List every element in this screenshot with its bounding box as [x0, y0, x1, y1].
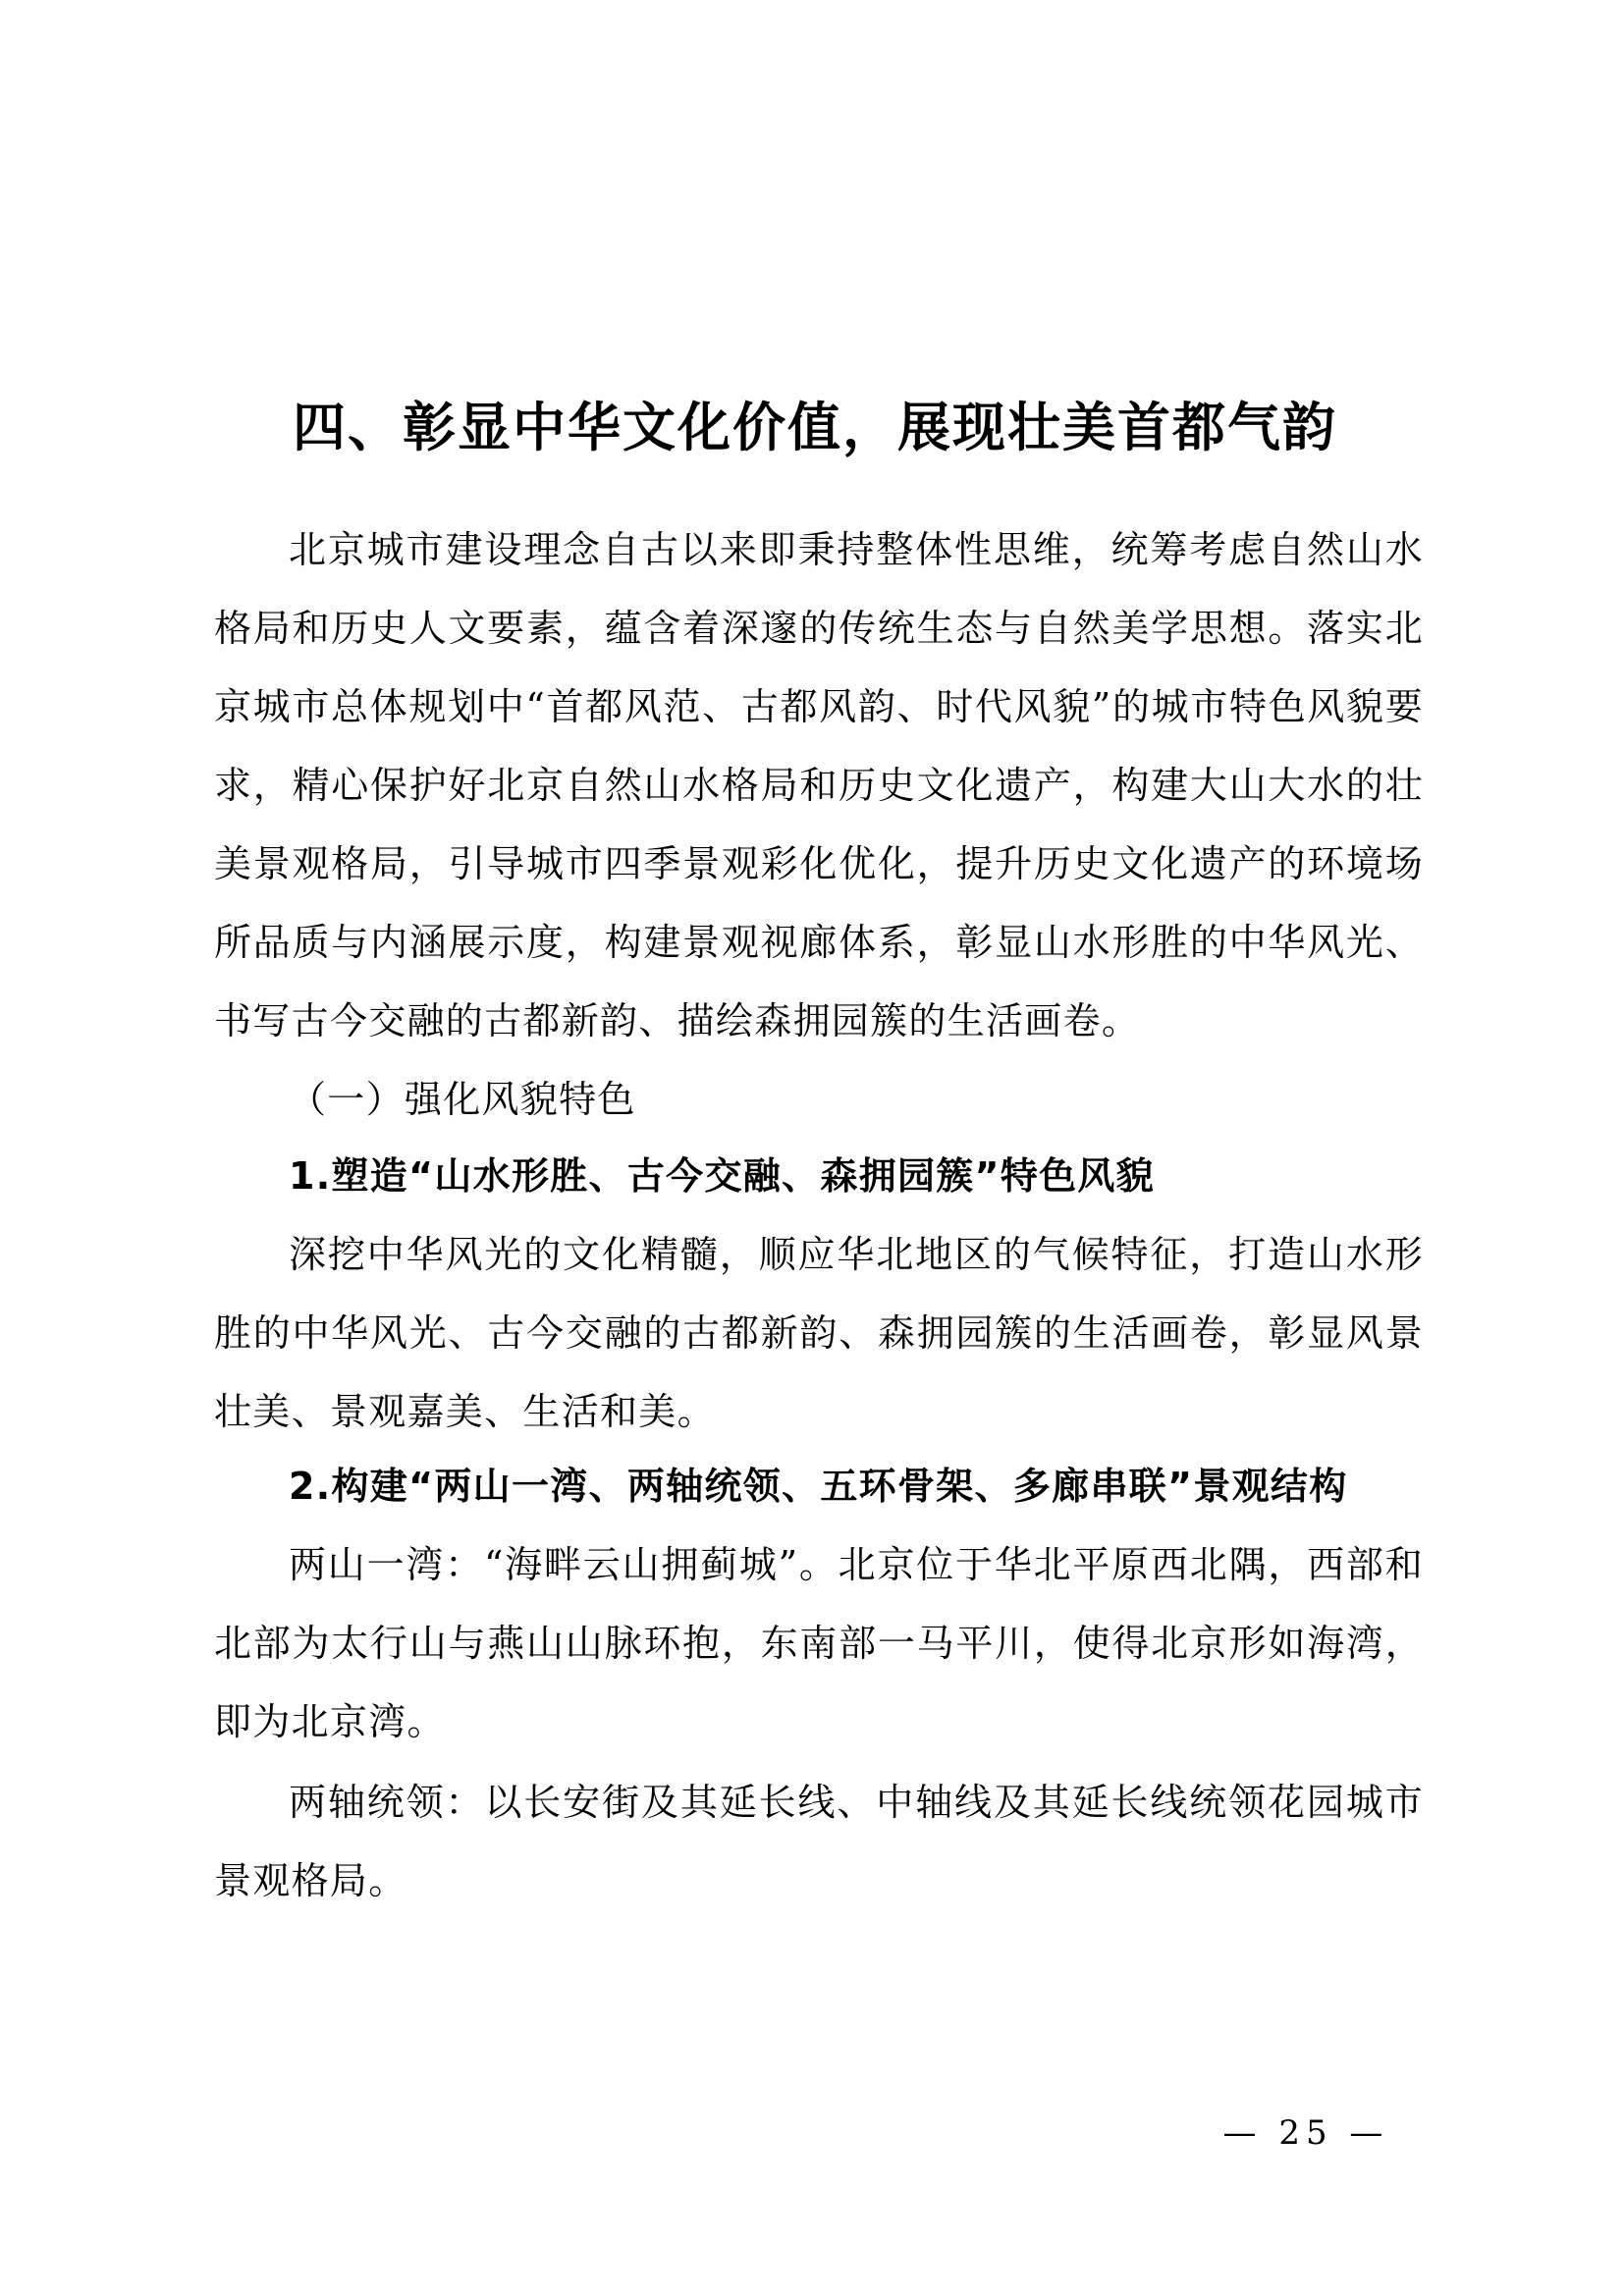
section-title: 四、彰显中华文化价值，展现壮美首都气韵: [293, 397, 1337, 458]
item-heading-1: 1.塑造“山水形胜、古今交融、森拥园簇”特色风貌: [289, 1154, 1156, 1198]
paragraph-style: 深挖中华风光的文化精髓，顺应华北地区的气候特征，打造山水形胜的中华风光、古今交融的古都新韵、森拥园簇的生活画卷，彰显风景壮美、景观嘉美、生活和美。: [214, 1233, 1424, 1433]
page-number: — 25 —: [1222, 2113, 1389, 2153]
paragraph-two-mountains: 两山一湾：“海畔云山拥蓟城”。北京位于华北平原西北隅，西部和北部为太行山与燕山山脉环抱，东南部一马平川，使得北京形如海湾，即为北京湾。: [214, 1543, 1424, 1743]
body-text: [214, 510, 1424, 1920]
paragraph-two-axes: 两轴统领：以长安街及其延长线、中轴线及其延长线统领花园城市景观格局。: [214, 1781, 1424, 1902]
subsection-heading-1: （一）强化风貌特色: [289, 1078, 636, 1121]
intro-paragraph: 北京城市建设理念自古以来即秉持整体性思维，统筹考虑自然山水格局和历史人文要素，蕴含着深邃的传统生态与自然美学思想。落实北京城市总体规划中“首都风范、古都风韵、时代风貌”的城市特色风貌要求，精心保护好北京自然山水格局和历史文化遗产，构建大山大水的壮美景观格局，引导城市四季景观彩化优化，提升历史文化遗产的环境场所品质与内涵展示度，构建景观视廊体系，彰显山水形胜的中华风光、书写古今交融的古都新韵、描绘森拥园簇的生活画卷。: [214, 528, 1424, 1042]
item-heading-2: 2.构建“两山一湾、两轴统领、五环骨架、多廊串联”景观结构: [289, 1465, 1348, 1508]
